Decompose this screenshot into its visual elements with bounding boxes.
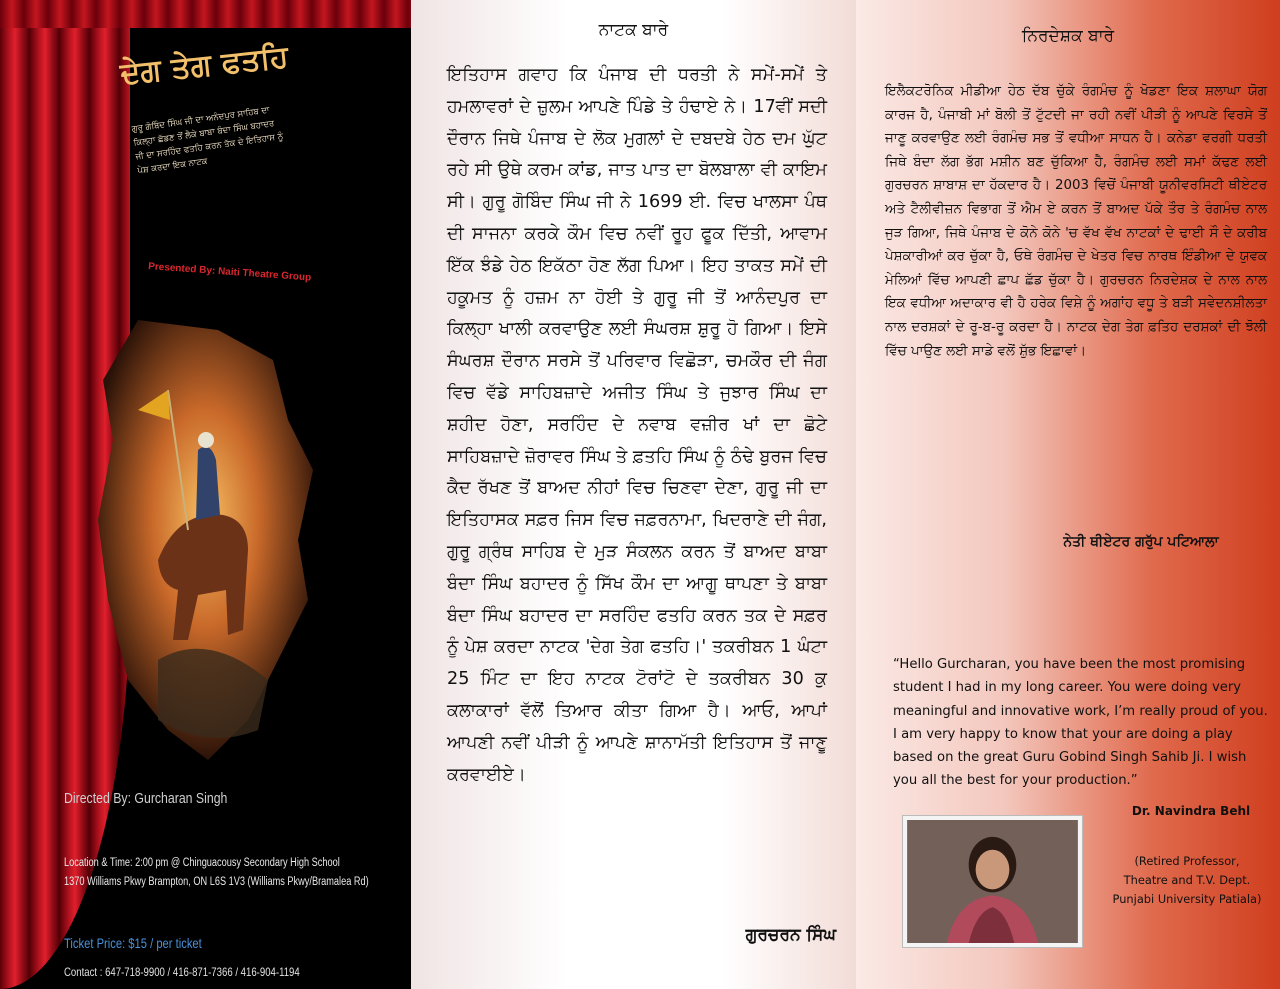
about-director-panel <box>856 0 1280 989</box>
location-line-2: 1370 Williams Pkwy Brampton, ON L6S 1V3 (Williams Pkwy/Bramalea Rd) <box>64 876 369 888</box>
testimonial-quote: “Hello Gurcharan, you have been the most promising student I had in my long career. You were doing very meaningful and innovative work, I’m really proud of you. I am very happy to know that your are doing a play based on the great Guru Gobind Singh Sahib Ji. I wish you all the best for your production.” <box>893 657 1268 789</box>
testimonial-author: Dr. Navindra Behl <box>1131 804 1251 818</box>
event-poster <box>0 0 411 989</box>
about-play-heading: ਨਾਟਕ ਬਾਰੇ <box>598 20 669 40</box>
author-portrait-photo <box>902 815 1083 948</box>
location-line-1: Location & Time: 2:00 pm @ Chinguacousy Secondary High School <box>64 857 340 869</box>
curtain-valance <box>0 0 411 28</box>
portrait-illustration <box>907 820 1078 943</box>
author-affiliation: (Retired Professor, Theatre and T.V. Dept. Punjabi University Patiala) <box>1112 854 1262 906</box>
directed-by: Directed By: Gurcharan Singh <box>64 790 228 807</box>
about-play-panel <box>411 0 856 989</box>
poster-subtitle: ਗੁਰੂ ਗੋਬਿੰਦ ਸਿੰਘ ਜੀ ਦਾ ਅਨੰਦਪੁਰ ਸਾਹਿਬ ਦਾ ਕਿਲ੍ਹਾ ਛੱਡਣ ਤੋਂ ਲੈਕੇ ਬਾਬਾ ਬੰਦਾ ਸਿੰਘ ਬਹਾਦਰ ਜੀ ਦਾ ਸਰਹਿੰਦ ਫਤਹਿ ਕਰਨ ਤੱਕ ਦੇ ਇਤਿਹਾਸ ਨੂੰ ਪੇਸ਼ ਕਰਦਾ ਇਕ ਨਾਟਕ <box>131 105 284 177</box>
contact-numbers: Contact : 647-718-9900 / 416-871-7366 / 416-904-1194 <box>64 965 300 979</box>
group-signature: ਨੇਤੀ ਥੀਏਟਰ ਗਰੁੱਪ ਪਟਿਆਲਾ <box>1063 534 1219 550</box>
location-time <box>64 854 369 892</box>
horse-rider-illustration <box>98 300 313 770</box>
ticket-price: Ticket Price: $15 / per ticket <box>64 935 202 951</box>
about-play-signature: ਗੁਰਚਰਨ ਸਿੰਘ <box>745 925 836 945</box>
poster-title: ਦੇਗ ਤੇਗ ਫਤਹਿ <box>118 39 290 92</box>
presented-by: Presented By: Naiti Theatre Group <box>147 261 312 284</box>
about-director-body: ਇਲੈਕਟਰੋਨਿਕ ਮੀਡੀਆ ਹੇਠ ਦੱਬ ਚੁੱਕੇ ਰੰਗਮੰਚ ਨੂੰ ਖੋਡਣਾ ਇਕ ਸ਼ਲਾਘਾ ਯੋਗ ਕਾਰਜ ਹੈ, ਪੰਜਾਬੀ ਮਾਂ ਬੋਲੀ ਤੋਂ ਟੁੱਟਦੀ ਜਾ ਰਹੀ ਨਵੀਂ ਪੀੜੀ ਨੂੰ ਆਪਣੇ ਵਿਰਸੇ ਤੋਂ ਜਾਣੂ ਕਰਵਾਉਣ ਲਈ ਰੰਗਮੰਚ ਸਭ ਤੋਂ ਵਧੀਆ ਸਾਧਨ ਹੈ। ਕਨੇਡਾ ਵਰਗੀ ਧਰਤੀ ਜਿਥੇ ਬੰਦਾ ਲੱਗ ਭੱਗ ਮਸ਼ੀਨ ਬਣ ਚੁੱਕਿਆ ਹੈ, ਰੰਗਮੰਚ ਲਈ ਸਮਾਂ ਕੱਢਣ ਲਈ ਗੁਰਚਰਨ ਸ਼ਾਬਾਸ਼ ਦਾ ਹੱਕਦਾਰ ਹੈ। 2003 ਵਿਚੋਂ ਪੰਜਾਬੀ ਯੂਨੀਵਰਸਿਟੀ ਥੀਏਟਰ ਅਤੇ ਟੈਲੀਵੀਜ਼ਨ ਵਿਭਾਗ ਤੋਂ ਐਮ ਏ ਕਰਨ ਤੋਂ ਬਾਅਦ ਪੱਕੇ ਤੌਰ ਤੇ ਰੰਗਮੰਚ ਨਾਲ ਜੁੜ ਗਿਆ, ਜਿਥੇ ਪੰਜਾਬ ਦੇ ਕੋਨੇ ਕੋਨੇ 'ਚ ਵੱਖ ਵੱਖ ਨਾਟਕਾਂ ਦੇ ਢਾਈ ਸੌ ਦੇ ਕਰੀਬ ਪੇਸ਼ਕਾਰੀਆਂ ਕਰ ਚੁੱਕਾ ਹੈ, ਓਥੇ ਰੰਗਮੰਚ ਦੇ ਖੇਤਰ ਵਿਚ ਨਾਰਥ ਇੰਡੀਆ ਦੇ ਯੁਵਕ ਮੇਲਿਆਂ ਵਿੱਚ ਆਪਣੀ ਛਾਪ ਛੱਡ ਚੁੱਕਾ ਹੈ। ਗੁਰਚਰਨ ਨਿਰਦੇਸ਼ਕ ਦੇ ਨਾਲ ਨਾਲ ਇਕ ਵਧੀਆ ਅਦਾਕਾਰ ਵੀ ਹੈ ਹਰੇਕ ਵਿਸ਼ੇ ਨੂੰ ਅਗਾਂਹ ਵਧੂ ਤੇ ਬੜੀ ਸਵੇਦਨਸ਼ੀਲਤਾ ਨਾਲ ਦਰਸ਼ਕਾਂ ਦੇ ਰੂ-ਬ-ਰੂ ਕਰਦਾ ਹੈ। ਨਾਟਕ ਦੇਗ ਤੇਗ ਫ਼ਤਿਹ ਦਰਸ਼ਕਾਂ ਦੀ ਝੋਲੀ ਵਿੱਚ ਪਾਉਣ ਲਈ ਸਾਡੇ ਵਲੋਂ ਸ਼ੁੱਭ ਇਛਾਵਾਂ। <box>885 84 1267 359</box>
about-play-body: ਇਤਿਹਾਸ ਗਵਾਹ ਕਿ ਪੰਜਾਬ ਦੀ ਧਰਤੀ ਨੇ ਸਮੇਂ-ਸਮੇਂ ਤੇ ਹਮਲਾਵਰਾਂ ਦੇ ਜ਼ੁਲਮ ਆਪਣੇ ਪਿੰਡੇ ਤੇ ਹੰਢਾਏ ਨੇ। 17ਵੀਂ ਸਦੀ ਦੌਰਾਨ ਜਿਥੇ ਪੰਜਾਬ ਦੇ ਲੋਕ ਮੁਗਲਾਂ ਦੇ ਦਬਦਬੇ ਹੇਠ ਦਮ ਘੁੱਟ ਰਹੇ ਸੀ ਉਥੇ ਕਰਮ ਕਾਂਡ, ਜਾਤ ਪਾਤ ਦਾ ਬੋਲਬਾਲਾ ਵੀ ਕਾਇਮ ਸੀ। ਗੁਰੂ ਗੋਬਿੰਦ ਸਿੰਘ ਜੀ ਨੇ 1699 ਈ. ਵਿਚ ਖਾਲਸਾ ਪੰਥ ਦੀ ਸਾਜਨਾ ਕਰਕੇ ਕੌਮ ਵਿਚ ਨਵੀਂ ਰੂਹ ਫੂਕ ਦਿੱਤੀ, ਆਵਾਮ ਇੱਕ ਝੰਡੇ ਹੇਠ ਇਕੱਠਾ ਹੋਣ ਲੱਗ ਪਿਆ। ਇਹ ਤਾਕਤ ਸਮੇਂ ਦੀ ਹਕੂਮਤ ਨੂੰ ਹਜ਼ਮ ਨਾ ਹੋਈ ਤੇ ਗੁਰੂ ਜੀ ਤੋਂ ਆਨੰਦਪੁਰ ਦਾ ਕਿਲ੍ਹਾ ਖਾਲੀ ਕਰਵਾਉਣ ਲਈ ਸੰਘਰਸ਼ ਸ਼ੁਰੂ ਹੋ ਗਿਆ। ਇਸੇ ਸੰਘਰਸ਼ ਦੌਰਾਨ ਸਰਸੇ ਤੋਂ ਪਰਿਵਾਰ ਵਿਛੋੜਾ, ਚਮਕੌਰ ਦੀ ਜੰਗ ਵਿਚ ਵੱਡੇ ਸਾਹਿਬਜ਼ਾਦੇ ਅਜੀਤ ਸਿੰਘ ਤੇ ਜੁਝਾਰ ਸਿੰਘ ਦਾ ਸ਼ਹੀਦ ਹੋਣਾ, ਸਰਹਿੰਦ ਦੇ ਨਵਾਬ ਵਜ਼ੀਰ ਖਾਂ ਦਾ ਛੋਟੇ ਸਾਹਿਬਜ਼ਾਦੇ ਜ਼ੋਰਾਵਰ ਸਿੰਘ ਤੇ ਫ਼ਤਹਿ ਸਿੰਘ ਨੂੰ ਠੰਢੇ ਬੁਰਜ ਵਿਚ ਕੈਦ ਰੱਖਣ ਤੋਂ ਬਾਅਦ ਨੀਹਾਂ ਵਿਚ ਚਿਣਵਾ ਦੇਣਾ, ਗੁਰੂ ਜੀ ਦਾ ਇਤਿਹਾਸਕ ਸਫ਼ਰ ਜਿਸ ਵਿਚ ਜਫ਼ਰਨਾਮਾ, ਖਿਦਰਾਣੇ ਦੀ ਜੰਗ, ਗੁਰੂ ਗ੍ਰੰਥ ਸਾਹਿਬ ਦੇ ਮੁੜ ਸੰਕਲਨ ਕਰਨ ਤੋਂ ਬਾਅਦ ਬਾਬਾ ਬੰਦਾ ਸਿੰਘ ਬਹਾਦਰ ਨੂੰ ਸਿੱਖ ਕੌਮ ਦਾ ਆਗੂ ਥਾਪਣਾ ਤੇ ਬਾਬਾ ਬੰਦਾ ਸਿੰਘ ਬਹਾਦਰ ਦਾ ਸਰਹਿੰਦ ਫਤਹਿ ਕਰਨ ਤਕ ਦੇ ਸਫ਼ਰ ਨੂੰ ਪੇਸ਼ ਕਰਦਾ ਨਾਟਕ 'ਦੇਗ ਤੇਗ ਫਤਹਿ।' ਤਕਰੀਬਨ 1 ਘੰਟਾ 25 ਮਿੰਟ ਦਾ ਇਹ ਨਾਟਕ ਟੋਰਾਂਟੋ ਦੇ ਤਕਰੀਬਨ 30 ਕੁ ਕਲਾਕਾਰਾਂ ਵੱਲੋਂ ਤਿਆਰ ਕੀਤਾ ਗਿਆ ਹੈ। ਆਓ, ਆਪਾਂ ਆਪਣੀ ਨਵੀਂ ਪੀੜੀ ਨੂੰ ਆਪਣੇ ਸ਼ਾਨਾਮੱਤੀ ਇਤਿਹਾਸ ਤੋਂ ਜਾਣੂ ਕਰਵਾਈਏ। <box>447 65 827 785</box>
about-director-heading: ਨਿਰਦੇਸ਼ਕ ਬਾਰੇ <box>1021 26 1115 46</box>
